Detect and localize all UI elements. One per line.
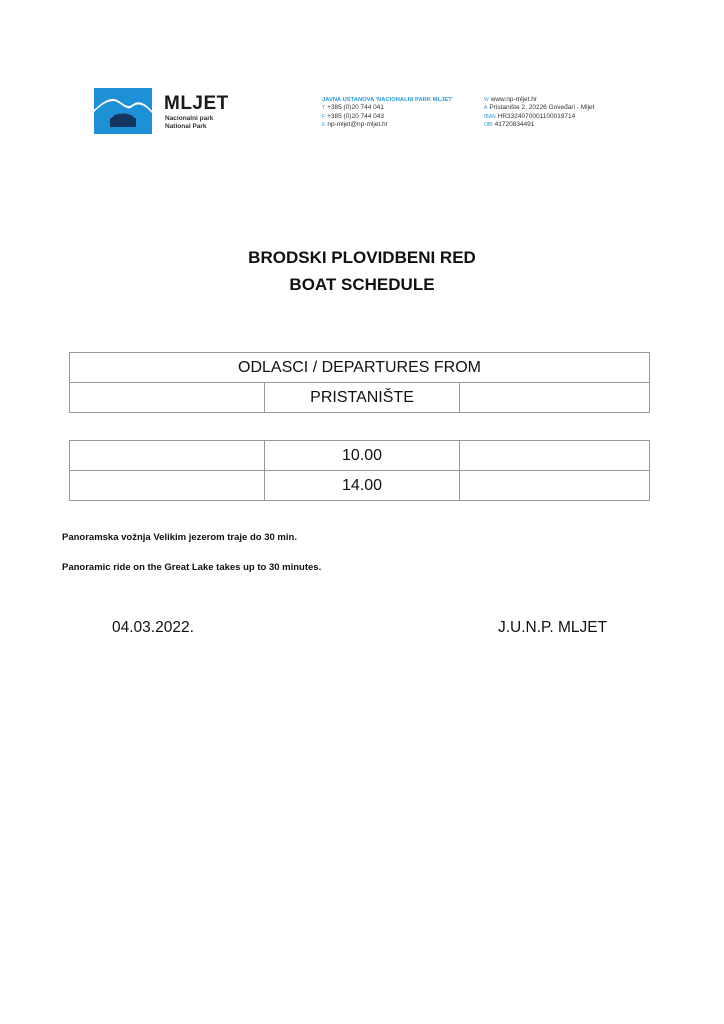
fax-line: F +385 (0)20 744 043 [322, 112, 384, 120]
title-croatian: BRODSKI PLOVIDBENI RED [248, 248, 476, 267]
email-line: E np-mljet@np-mljet.hr [322, 121, 388, 129]
letterhead [0, 0, 724, 150]
web-line: W www.np-mljet.hr [484, 96, 537, 103]
departures-header-table [69, 352, 650, 413]
note-croatian: Panoramska vožnja Velikim jezerom traje do 30 min. [62, 532, 297, 543]
departure-times-table [69, 440, 650, 501]
mljet-park-logo-icon [94, 88, 152, 134]
institution-name: JAVNA USTANOVA 'NACIONALNI PARK MLJET' [322, 97, 454, 103]
iban-line: IBAN HR3324070001100019714 [484, 112, 576, 120]
issuer-signature: J.U.N.P. MLJET [498, 619, 608, 636]
oib-line: OIB 41720834491 [484, 121, 535, 129]
departure-time: 14.00 [265, 471, 460, 501]
empty-cell [460, 441, 650, 471]
title-english: BOAT SCHEDULE [289, 275, 435, 294]
departure-location: PRISTANIŠTE [265, 383, 460, 413]
brand-subtitle-en: National Park [165, 123, 207, 130]
empty-cell [70, 383, 265, 413]
table-row [70, 441, 650, 471]
empty-cell [460, 471, 650, 501]
contact-block [322, 96, 453, 130]
brand-name: MLJET [164, 93, 229, 114]
table-row [70, 471, 650, 501]
document-date: 04.03.2022. [112, 619, 194, 636]
phone-line: T +385 (0)20 744 041 [322, 104, 384, 112]
brand-subtitle-hr: Nacionalni park [165, 115, 214, 122]
address-block [484, 96, 594, 130]
address-line: A Pristanište 2, 20226 Goveđari - Mljet [484, 104, 595, 112]
empty-cell [460, 383, 650, 413]
empty-cell [70, 441, 265, 471]
empty-cell [70, 471, 265, 501]
departure-time: 10.00 [265, 441, 460, 471]
note-english: Panoramic ride on the Great Lake takes up to 30 minutes. [62, 562, 322, 573]
departures-heading: ODLASCI / DEPARTURES FROM [70, 353, 650, 383]
